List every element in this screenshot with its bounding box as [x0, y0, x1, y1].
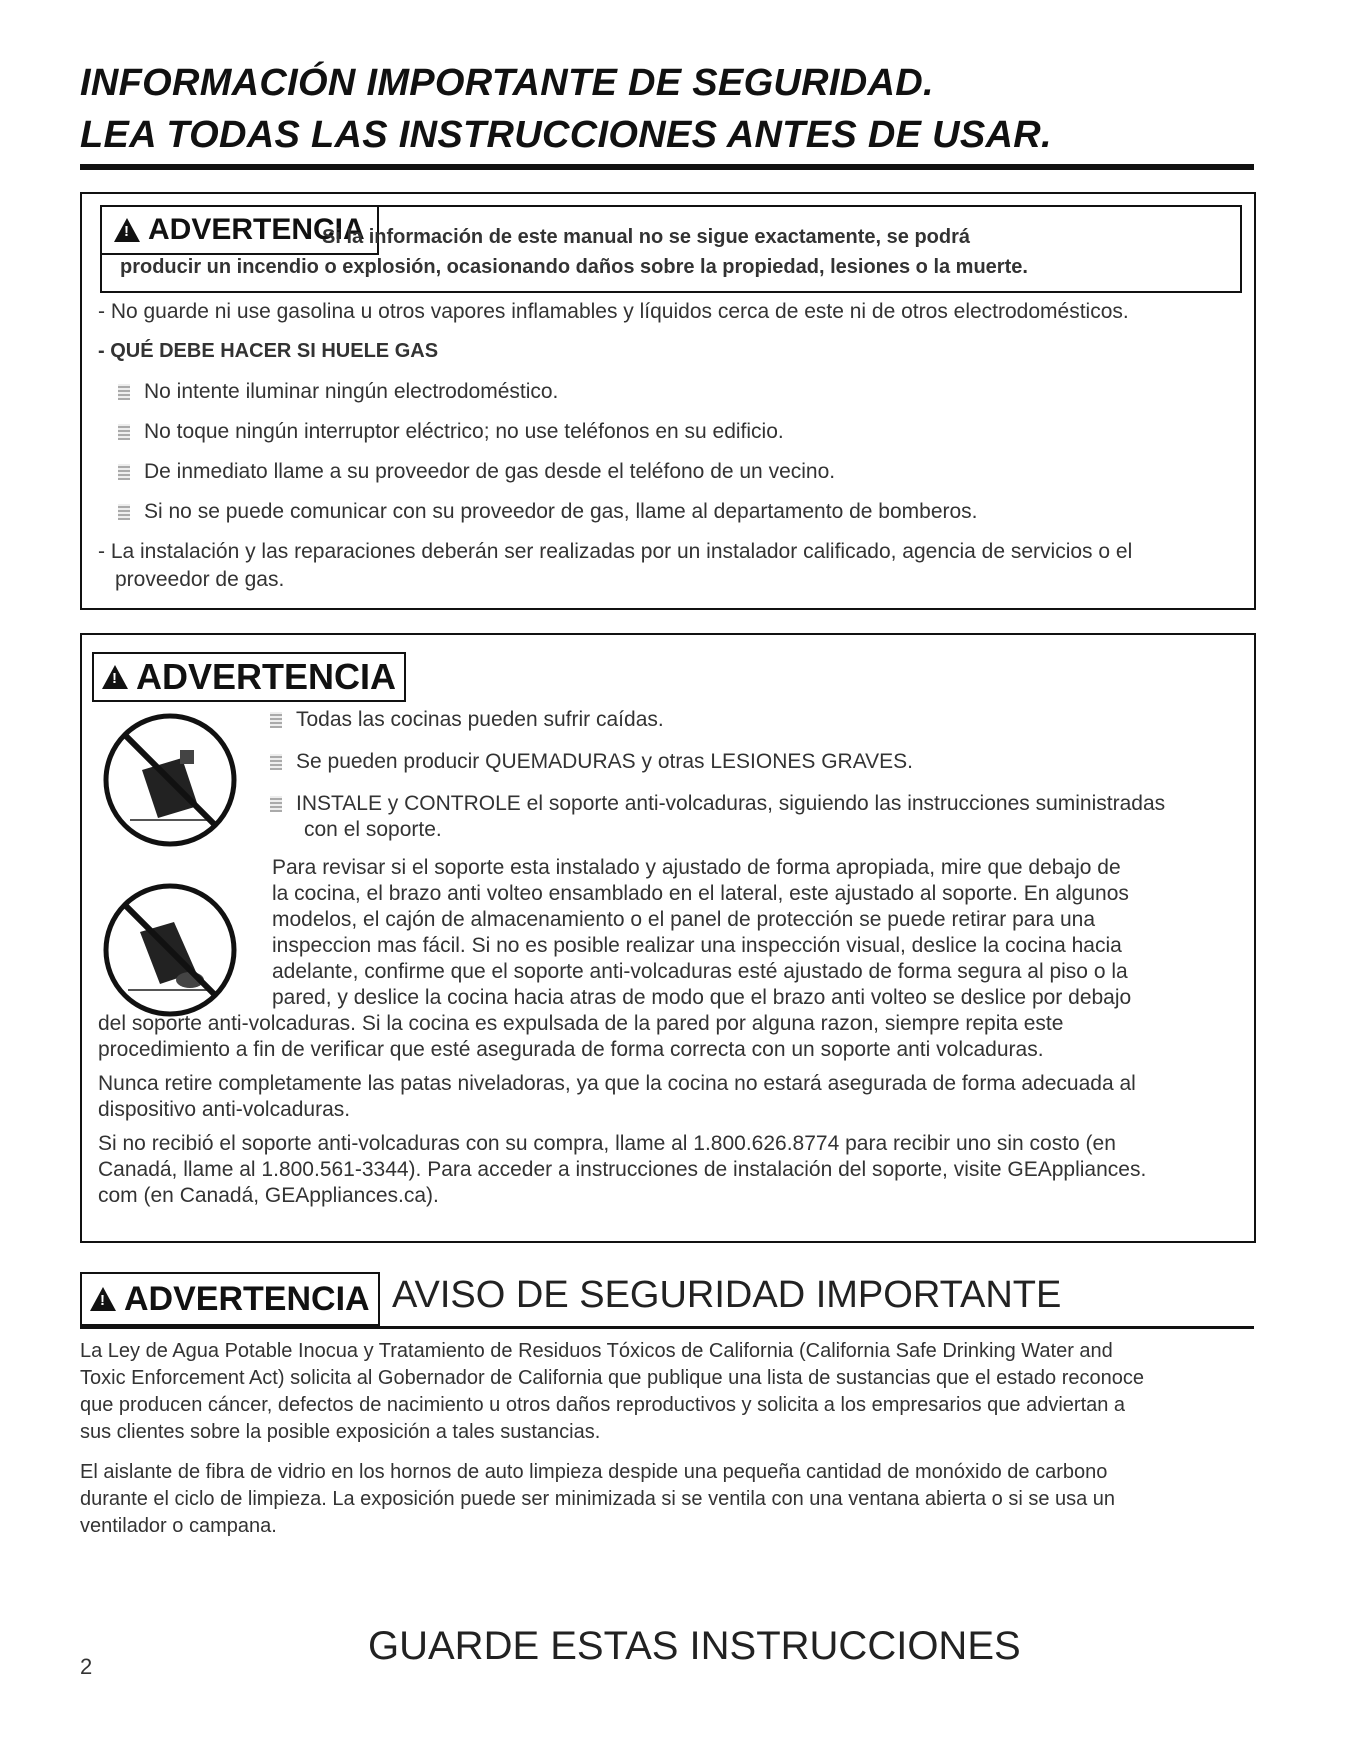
leveling-legs-line: Nunca retire completamente las patas niveladoras, ya que la cocina no estará asegurada de forma adecuada al: [98, 1072, 1136, 1095]
list-item: Si no se puede comunicar con su proveedor de gas, llame al departamento de bomberos.: [118, 500, 978, 524]
list-item: De inmediato llame a su proveedor de gas desde el teléfono de un vecino.: [118, 460, 835, 484]
list-item: Todas las cocinas pueden sufrir caídas.: [270, 708, 664, 732]
list-item: INSTALE y CONTROLE el soporte anti-volcaduras, siguiendo las instrucciones suministradas: [270, 792, 1165, 816]
check-paragraph-line: pared, y deslice la cocina hacia atras de modo que el brazo anti volteo se deslice por debajo: [272, 986, 1132, 1009]
section-title: AVISO DE SEGURIDAD IMPORTANTE: [392, 1274, 1062, 1316]
section-rule: [80, 1326, 1254, 1329]
prop65-line: La Ley de Agua Potable Inocua y Tratamiento de Residuos Tóxicos de California (California Safe Drinking Water and: [80, 1340, 1113, 1362]
prop65-line: sus clientes sobre la posible exposición a tales sustancias.: [80, 1421, 601, 1443]
check-paragraph-line: procedimiento a fin de verificar que esté asegurada de forma correcta con un soporte anti volcaduras.: [98, 1038, 1044, 1061]
bullet-icon: [118, 424, 130, 440]
warning-label: ! ADVERTENCIA: [80, 1272, 380, 1326]
page-title-line-2: LEA TODAS LAS INSTRUCCIONES ANTES DE USAR.: [80, 114, 1052, 156]
fiberglass-line: durante el ciclo de limpieza. La exposición puede ser minimizada si se ventila con una ventana abierta o si se usa un: [80, 1488, 1116, 1510]
check-paragraph-line: Para revisar si el soporte esta instalado y ajustado de forma apropiada, mire que debajo de: [272, 856, 1121, 879]
check-paragraph-line: la cocina, el brazo anti volteo ensamblado en el lateral, este ajustado al soporte. En algunos: [272, 882, 1129, 905]
check-paragraph-line: adelante, confirme que el soporte anti-volcaduras esté ajustado de forma segura al piso o la: [272, 960, 1128, 983]
bullet-icon: [270, 754, 282, 770]
gas-heading: - QUÉ DEBE HACER SI HUELE GAS: [98, 340, 439, 362]
warning-label: ! ADVERTENCIA: [100, 205, 379, 255]
warning-triangle-icon: [90, 1287, 116, 1311]
bracket-contact-line: Canadá, llame al 1.800.561-3344). Para acceder a instrucciones de instalación del soporte, visite GEAppliances.: [98, 1158, 1147, 1181]
prop65-line: Toxic Enforcement Act) solicita al Gobernador de California que publique una lista de sustancias que el estado reconoce: [80, 1367, 1144, 1389]
list-item: No intente iluminar ningún electrodoméstico.: [118, 380, 558, 404]
bracket-contact-line: com (en Canadá, GEAppliances.ca).: [98, 1184, 439, 1207]
no-tip-over-icon: [100, 710, 240, 850]
leveling-legs-line: dispositivo anti-volcaduras.: [98, 1098, 351, 1121]
page-number: 2: [80, 1654, 93, 1679]
bracket-contact-line: Si no recibió el soporte anti-volcaduras con su compra, llame al 1.800.626.8774 para recibir uno sin costo (en: [98, 1132, 1116, 1155]
installation-item: - La instalación y las reparaciones deberán ser realizadas por un instalador calificado, agencia de servicios o el: [98, 540, 1133, 563]
warning-text-2: producir un incendio o explosión, ocasionando daños sobre la propiedad, lesiones o la muerte.: [120, 256, 1028, 278]
warning-triangle-icon: [114, 218, 140, 242]
warning-text-1: Si la información de este manual no se sigue exactamente, se podrá: [322, 226, 970, 248]
installation-item-cont: proveedor de gas.: [115, 568, 285, 591]
warning-label: ! ADVERTENCIA: [92, 652, 406, 702]
fiberglass-line: ventilador o campana.: [80, 1515, 277, 1537]
prop65-line: que producen cáncer, defectos de nacimiento u otros daños reproductivos y solicita a los empresarios que adviertan a: [80, 1394, 1126, 1416]
check-paragraph-line: modelos, el cajón de almacenamiento o el panel de protección se puede retirar para una: [272, 908, 1096, 931]
save-instructions: GUARDE ESTAS INSTRUCCIONES: [368, 1624, 1021, 1668]
check-paragraph-line: inspeccion mas fácil. Si no es posible realizar una inspección visual, deslice la cocina hacia: [272, 934, 1122, 957]
bullet-icon: [118, 504, 130, 520]
fiberglass-line: El aislante de fibra de vidrio en los hornos de auto limpieza despide una pequeña cantidad de monóxido de carbono: [80, 1461, 1108, 1483]
page-title-line-1: INFORMACIÓN IMPORTANTE DE SEGURIDAD.: [80, 62, 934, 104]
list-item: Se pueden producir QUEMADURAS y otras LESIONES GRAVES.: [270, 750, 913, 774]
bullet-icon: [118, 384, 130, 400]
no-tip-over-icon: [100, 880, 240, 1020]
warning-triangle-icon: [102, 665, 128, 689]
list-item: No toque ningún interruptor eléctrico; no use teléfonos en su edificio.: [118, 420, 784, 444]
list-item-cont: con el soporte.: [304, 818, 442, 841]
bullet-icon: [270, 796, 282, 812]
gasoline-item: - No guarde ni use gasolina u otros vapores inflamables y líquidos cerca de este ni de otros electrodomésticos.: [98, 300, 1129, 323]
check-paragraph-line: del soporte anti-volcaduras. Si la cocina es expulsada de la pared por alguna razon, siempre repita este: [98, 1012, 1064, 1035]
header-rule: [80, 164, 1254, 170]
bullet-icon: [270, 712, 282, 728]
bullet-icon: [118, 464, 130, 480]
